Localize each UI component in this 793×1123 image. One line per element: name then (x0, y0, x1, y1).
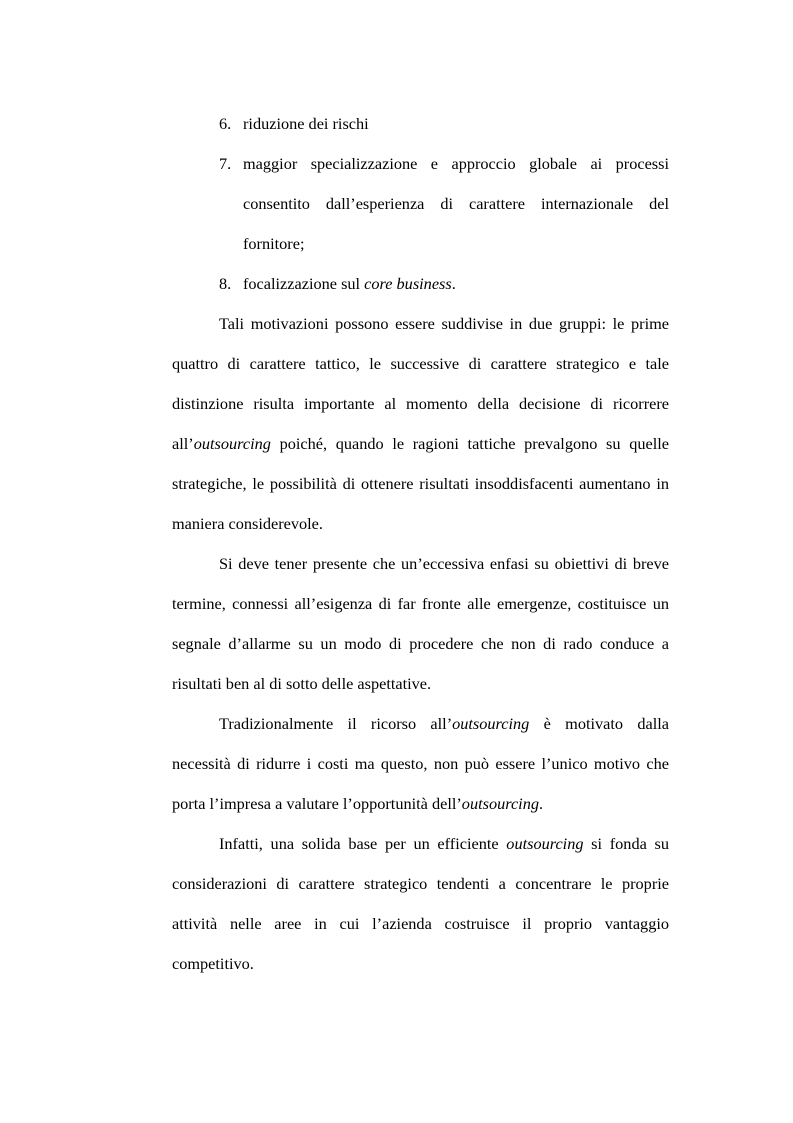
paragraph-text: Infatti, una solida base per un efficiente (219, 834, 507, 853)
paragraph-cost-reduction (172, 704, 669, 824)
italic-term: outsourcing (193, 434, 271, 453)
motivations-list (172, 104, 669, 304)
paragraph-text: Si deve tener presente che un’eccessiva enfasi su obiettivi di breve termine, connessi all’esigenza di far fronte alle emergenze, costituisce un segnale d’allarme su un modo di procedere che non di rado conduce a risultati ben al di sotto delle aspettative. (172, 554, 669, 693)
paragraph-text: è motivato dalla necessità di ridurre i costi ma questo, non può essere l’unico motivo che porta l’impresa a valutare l’opportunità dell’ (172, 714, 669, 813)
list-item (172, 144, 669, 264)
list-item-number: 6. (219, 114, 232, 133)
paragraph-short-term-emphasis (172, 544, 669, 704)
document-page (172, 104, 669, 984)
italic-term: outsourcing (506, 834, 584, 853)
paragraph-text: poiché, quando le ragioni tattiche prevalgono su quelle strategiche, le possibilità di ottenere risultati insoddisfacenti aumentano in maniera considerevole. (172, 434, 669, 533)
paragraph-tactical-strategic (172, 304, 669, 544)
list-item-text: maggior specializzazione e approccio globale ai processi consentito dall’esperienza di carattere internazionale del fornitore; (243, 154, 669, 253)
paragraph-text: si fonda su considerazioni di carattere strategico tendenti a concentrare le proprie attività nelle aree in cui l’azienda costruisce il proprio vantaggio competitivo. (172, 834, 669, 973)
list-item-number: 8. (219, 274, 232, 293)
list-item-number: 7. (219, 154, 232, 173)
paragraph-text: . (538, 794, 544, 813)
list-item (172, 264, 669, 304)
list-item-italic-term: core business (364, 274, 452, 293)
paragraph-text: Tali motivazioni possono essere suddivise in due gruppi: le prime quattro di carattere tattico, le successive di carattere strategico e tale distinzione risulta importante al momento della decisione di ricorrere all’ (172, 314, 669, 453)
list-item (172, 104, 669, 144)
italic-term: outsourcing (461, 794, 539, 813)
list-item-text: riduzione dei rischi (243, 114, 369, 133)
paragraph-strategic-basis (172, 824, 669, 984)
paragraph-text: Tradizionalmente il ricorso all’ (219, 714, 453, 733)
list-item-text-end: . (451, 274, 456, 293)
italic-term: outsourcing (452, 714, 530, 733)
list-item-text: focalizzazione sul (243, 274, 365, 293)
